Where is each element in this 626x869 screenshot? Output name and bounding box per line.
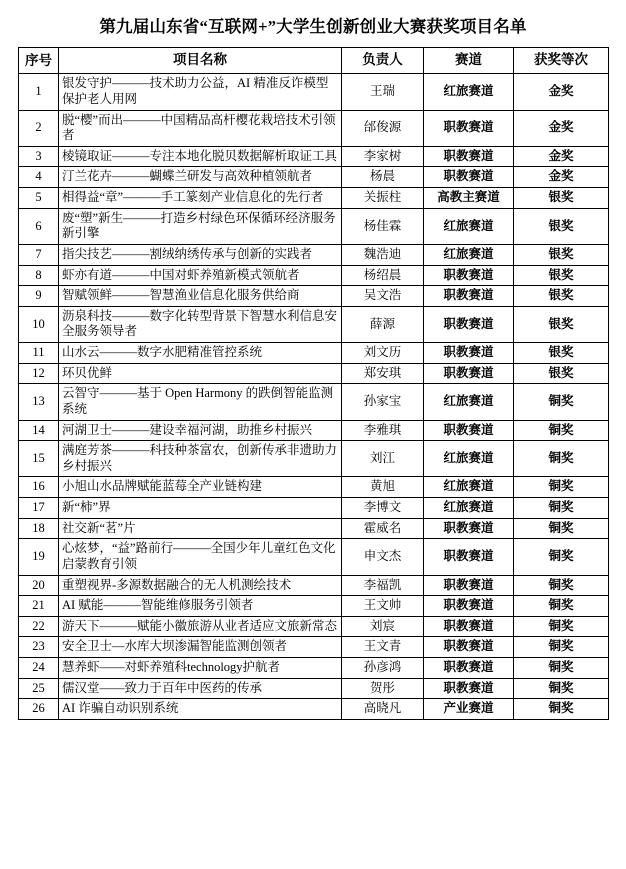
cell-project-name: 新“柿”界 [59, 498, 342, 519]
table-row [19, 306, 609, 342]
cell-award: 铜奖 [514, 498, 609, 519]
table-row [19, 637, 609, 658]
cell-project-name: 沥泉科技———数字化转型背景下智慧水利信息安全服务领导者 [59, 306, 342, 342]
table-row [19, 678, 609, 699]
cell-track: 职教赛道 [424, 167, 514, 188]
cell-award: 银奖 [514, 306, 609, 342]
table-row [19, 146, 609, 167]
cell-award: 银奖 [514, 208, 609, 244]
cell-track: 职教赛道 [424, 539, 514, 575]
table-row [19, 518, 609, 539]
cell-leader: 刘江 [342, 441, 424, 477]
cell-project-name: 汀兰花卉———蝴蝶兰研发与高效种植领航者 [59, 167, 342, 188]
cell-no: 2 [19, 110, 59, 146]
cell-project-name: 银发守护———技术助力公益，AI 精准反诈模型保护老人用网 [59, 74, 342, 110]
cell-track: 红旅赛道 [424, 498, 514, 519]
cell-award: 金奖 [514, 110, 609, 146]
cell-project-name: 棱镜取证———专注本地化脱贝数据解析取证工具 [59, 146, 342, 167]
cell-award: 金奖 [514, 146, 609, 167]
cell-track: 职教赛道 [424, 343, 514, 364]
cell-award: 铜奖 [514, 637, 609, 658]
cell-award: 铜奖 [514, 477, 609, 498]
table-row [19, 384, 609, 420]
table-row [19, 74, 609, 110]
cell-leader: 申文杰 [342, 539, 424, 575]
column-header-project-name: 项目名称 [59, 48, 342, 74]
cell-leader: 孙家宝 [342, 384, 424, 420]
table-row [19, 596, 609, 617]
cell-leader: 杨绍晨 [342, 265, 424, 286]
cell-award: 铜奖 [514, 420, 609, 441]
cell-project-name: 儒汉堂——致力于百年中医药的传承 [59, 678, 342, 699]
cell-project-name: 心炫梦，“益”路前行———全国少年儿童红色文化启蒙教育引领 [59, 539, 342, 575]
cell-project-name: 游天下———赋能小徽旅游从业者适应文旅新常态 [59, 616, 342, 637]
column-header-no-label: 序号 [25, 52, 52, 68]
cell-leader: 孙彦鸿 [342, 658, 424, 679]
cell-track: 职教赛道 [424, 306, 514, 342]
cell-leader: 高晓凡 [342, 699, 424, 720]
cell-track: 职教赛道 [424, 265, 514, 286]
cell-award: 铜奖 [514, 616, 609, 637]
cell-no: 21 [19, 596, 59, 617]
table-row [19, 539, 609, 575]
cell-leader: 李博文 [342, 498, 424, 519]
cell-project-name: AI 诈骗自动识别系统 [59, 699, 342, 720]
table-row [19, 420, 609, 441]
cell-leader: 霍威名 [342, 518, 424, 539]
table-row [19, 616, 609, 637]
cell-award: 金奖 [514, 74, 609, 110]
column-header-track: 赛道 [424, 48, 514, 74]
cell-project-name: 满庭芳茶———科技种茶富农，创新传承非遗助力乡村振兴 [59, 441, 342, 477]
cell-no: 18 [19, 518, 59, 539]
cell-project-name: 废“塑”新生———打造乡村绿色环保循环经济服务新引擎 [59, 208, 342, 244]
cell-project-name: 慧养虾——对虾养殖科technology护航者 [59, 658, 342, 679]
cell-no: 24 [19, 658, 59, 679]
cell-no: 7 [19, 244, 59, 265]
cell-award: 铜奖 [514, 384, 609, 420]
cell-award: 银奖 [514, 286, 609, 307]
cell-award: 铜奖 [514, 678, 609, 699]
cell-no: 8 [19, 265, 59, 286]
cell-track: 职教赛道 [424, 146, 514, 167]
table-row [19, 498, 609, 519]
cell-leader: 贺彤 [342, 678, 424, 699]
cell-award: 银奖 [514, 343, 609, 364]
cell-award: 铜奖 [514, 699, 609, 720]
table-row [19, 167, 609, 188]
cell-track: 产业赛道 [424, 699, 514, 720]
cell-no: 12 [19, 363, 59, 384]
cell-no: 15 [19, 441, 59, 477]
cell-no: 3 [19, 146, 59, 167]
cell-no: 19 [19, 539, 59, 575]
page-title: 第九届山东省“互联网+”大学生创新创业大赛获奖项目名单 [99, 17, 527, 36]
cell-award: 铜奖 [514, 518, 609, 539]
cell-track: 职教赛道 [424, 363, 514, 384]
cell-no: 14 [19, 420, 59, 441]
cell-award: 铜奖 [514, 575, 609, 596]
cell-leader: 刘文历 [342, 343, 424, 364]
cell-project-name: 云智守———基于 Open Harmony 的跌倒智能监测系统 [59, 384, 342, 420]
cell-leader: 杨佳霖 [342, 208, 424, 244]
cell-leader: 刘宸 [342, 616, 424, 637]
cell-leader: 杨晨 [342, 167, 424, 188]
cell-project-name: 相得益“章”———手工篆刻产业信息化的先行者 [59, 188, 342, 209]
cell-leader: 王瑞 [342, 74, 424, 110]
cell-no: 25 [19, 678, 59, 699]
cell-project-name: 小旭山水品牌赋能蓝莓全产业链构建 [59, 477, 342, 498]
table-row [19, 286, 609, 307]
cell-track: 红旅赛道 [424, 74, 514, 110]
table-row [19, 477, 609, 498]
table-row [19, 208, 609, 244]
table-row [19, 244, 609, 265]
cell-track: 职教赛道 [424, 518, 514, 539]
table-header [19, 48, 609, 74]
column-header-leader: 负责人 [342, 48, 424, 74]
cell-track: 职教赛道 [424, 575, 514, 596]
table-body [19, 74, 609, 720]
cell-no: 9 [19, 286, 59, 307]
cell-leader: 王文帅 [342, 596, 424, 617]
cell-no: 22 [19, 616, 59, 637]
cell-project-name: 虾亦有道———中国对虾养殖新模式领航者 [59, 265, 342, 286]
cell-track: 职教赛道 [424, 678, 514, 699]
cell-project-name: 河湖卫士———建设幸福河湖，助推乡村振兴 [59, 420, 342, 441]
cell-track: 红旅赛道 [424, 244, 514, 265]
cell-project-name: 社交新“茗”片 [59, 518, 342, 539]
cell-award: 金奖 [514, 167, 609, 188]
award-list-table [18, 47, 609, 720]
cell-project-name: AI 赋能———智能维修服务引领者 [59, 596, 342, 617]
cell-no: 16 [19, 477, 59, 498]
cell-leader: 李家树 [342, 146, 424, 167]
cell-project-name: 重塑视界-多源数据融合的无人机测绘技术 [59, 575, 342, 596]
cell-track: 职教赛道 [424, 658, 514, 679]
table-row [19, 188, 609, 209]
cell-award: 铜奖 [514, 441, 609, 477]
table-row [19, 110, 609, 146]
cell-track: 职教赛道 [424, 420, 514, 441]
cell-leader: 李福凯 [342, 575, 424, 596]
cell-leader: 关振柱 [342, 188, 424, 209]
cell-track: 职教赛道 [424, 616, 514, 637]
cell-award: 银奖 [514, 244, 609, 265]
cell-award: 银奖 [514, 188, 609, 209]
cell-track: 红旅赛道 [424, 477, 514, 498]
table-row [19, 441, 609, 477]
cell-leader: 吴文浩 [342, 286, 424, 307]
cell-award: 银奖 [514, 265, 609, 286]
cell-track: 红旅赛道 [424, 441, 514, 477]
cell-no: 11 [19, 343, 59, 364]
cell-leader: 李雅琪 [342, 420, 424, 441]
cell-track: 职教赛道 [424, 286, 514, 307]
cell-track: 职教赛道 [424, 110, 514, 146]
cell-leader: 王文青 [342, 637, 424, 658]
cell-project-name: 环贝优鲜 [59, 363, 342, 384]
cell-no: 6 [19, 208, 59, 244]
table-row [19, 658, 609, 679]
cell-no: 4 [19, 167, 59, 188]
cell-no: 26 [19, 699, 59, 720]
cell-no: 23 [19, 637, 59, 658]
table-row [19, 343, 609, 364]
column-header-award: 获奖等次 [514, 48, 609, 74]
cell-no: 13 [19, 384, 59, 420]
cell-no: 20 [19, 575, 59, 596]
cell-no: 17 [19, 498, 59, 519]
cell-no: 1 [19, 74, 59, 110]
cell-leader: 魏浩迪 [342, 244, 424, 265]
cell-track: 职教赛道 [424, 637, 514, 658]
cell-track: 红旅赛道 [424, 384, 514, 420]
table-row [19, 575, 609, 596]
cell-project-name: 智赋领鲜———智慧渔业信息化服务供给商 [59, 286, 342, 307]
cell-project-name: 脱“樱”而出———中国精品高杆樱花栽培技术引领者 [59, 110, 342, 146]
cell-project-name: 安全卫士—水库大坝渗漏智能监测创领者 [59, 637, 342, 658]
cell-no: 5 [19, 188, 59, 209]
cell-track: 职教赛道 [424, 596, 514, 617]
cell-award: 铜奖 [514, 596, 609, 617]
cell-leader: 邰俊源 [342, 110, 424, 146]
cell-award: 铜奖 [514, 658, 609, 679]
table-row [19, 363, 609, 384]
cell-track: 高教主赛道 [424, 188, 514, 209]
cell-award: 铜奖 [514, 539, 609, 575]
column-header-no [19, 48, 59, 74]
cell-leader: 郑安琪 [342, 363, 424, 384]
cell-award: 银奖 [514, 363, 609, 384]
cell-track: 红旅赛道 [424, 208, 514, 244]
table-row [19, 699, 609, 720]
cell-leader: 黄旭 [342, 477, 424, 498]
table-row [19, 265, 609, 286]
cell-project-name: 山水云———数字水肥精准管控系统 [59, 343, 342, 364]
cell-leader: 薛源 [342, 306, 424, 342]
table-header-row [19, 48, 609, 74]
cell-no: 10 [19, 306, 59, 342]
cell-project-name: 指尖技艺———割绒纳绣传承与创新的实践者 [59, 244, 342, 265]
